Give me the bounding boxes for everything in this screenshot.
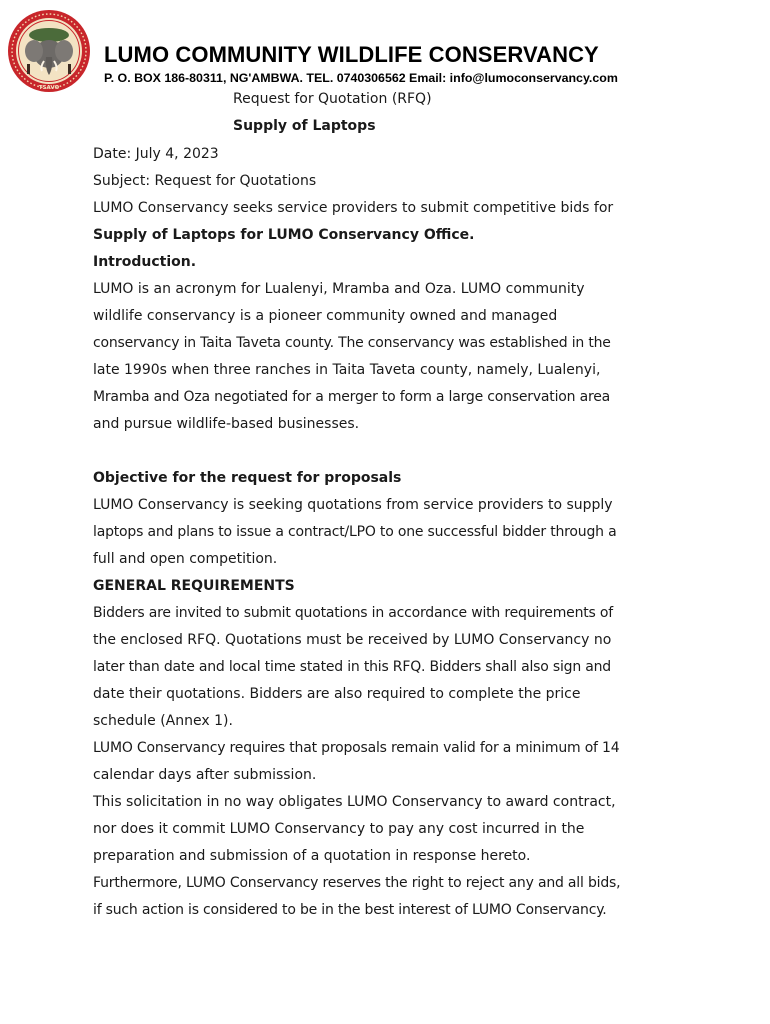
elephant-seal-logo (7, 9, 91, 93)
general-line: the enclosed RFQ. Quotations must be received by LUMO Conservancy no (93, 632, 612, 648)
general-requirements-heading: GENERAL REQUIREMENTS (93, 578, 295, 594)
introduction-line: and pursue wildlife-based businesses. (93, 416, 360, 432)
document-body (93, 141, 693, 924)
introduction-line: late 1990s when three ranches in Taita Taveta county, namely, Lualenyi, (93, 362, 601, 378)
general-line: LUMO Conservancy requires that proposals remain valid for a minimum of 14 (93, 740, 620, 756)
document-subject: Subject: Request for Quotations (93, 173, 317, 189)
document-date: Date: July 4, 2023 (93, 146, 219, 162)
objective-line: laptops and plans to issue a contract/LPO to one successful bidder through a (93, 524, 617, 540)
general-line: Bidders are invited to submit quotations in accordance with requirements of (93, 605, 613, 621)
introduction-heading: Introduction. (93, 254, 197, 270)
organization-name: LUMO COMMUNITY WILDLIFE CONSERVANCY (104, 42, 599, 67)
introduction-line: LUMO is an acronym for Lualenyi, Mramba and Oza. LUMO community (93, 281, 585, 297)
general-line: nor does it commit LUMO Conservancy to pay any cost incurred in the (93, 821, 585, 837)
general-line: This solicitation in no way obligates LUMO Conservancy to award contract, (93, 794, 616, 810)
document-title: Request for Quotation (RFQ) (233, 91, 432, 107)
objective-heading: Objective for the request for proposals (93, 470, 402, 486)
objective-line: full and open competition. (93, 551, 278, 567)
general-line: Furthermore, LUMO Conservancy reserves the right to reject any and all bids, (93, 875, 621, 891)
introduction-line: conservancy in Taita Taveta county. The conservancy was established in the (93, 335, 611, 351)
intro-line: LUMO Conservancy seeks service providers to submit competitive bids for (93, 200, 614, 216)
organization-contact: P. O. BOX 186-80311, NG'AMBWA. TEL. 0740306562 Email: info@lumoconservancy.com (104, 71, 618, 85)
section-spacer (93, 438, 693, 465)
general-line: if such action is considered to be in the best interest of LUMO Conservancy. (93, 902, 607, 918)
introduction-line: Mramba and Oza negotiated for a merger to form a large conservation area (93, 389, 610, 405)
general-line: calendar days after submission. (93, 767, 317, 783)
intro-bold-line: Supply of Laptops for LUMO Conservancy Office. (93, 227, 475, 243)
general-line: schedule (Annex 1). (93, 713, 233, 729)
seal-text: TSAVO (38, 85, 60, 91)
document-subtitle: Supply of Laptops (233, 118, 376, 134)
objective-line: LUMO Conservancy is seeking quotations from service providers to supply (93, 497, 613, 513)
general-line: later than date and local time stated in this RFQ. Bidders shall also sign and (93, 659, 611, 675)
general-line: preparation and submission of a quotation in response hereto. (93, 848, 531, 864)
introduction-line: wildlife conservancy is a pioneer community owned and managed (93, 308, 558, 324)
general-line: date their quotations. Bidders are also required to complete the price (93, 686, 581, 702)
